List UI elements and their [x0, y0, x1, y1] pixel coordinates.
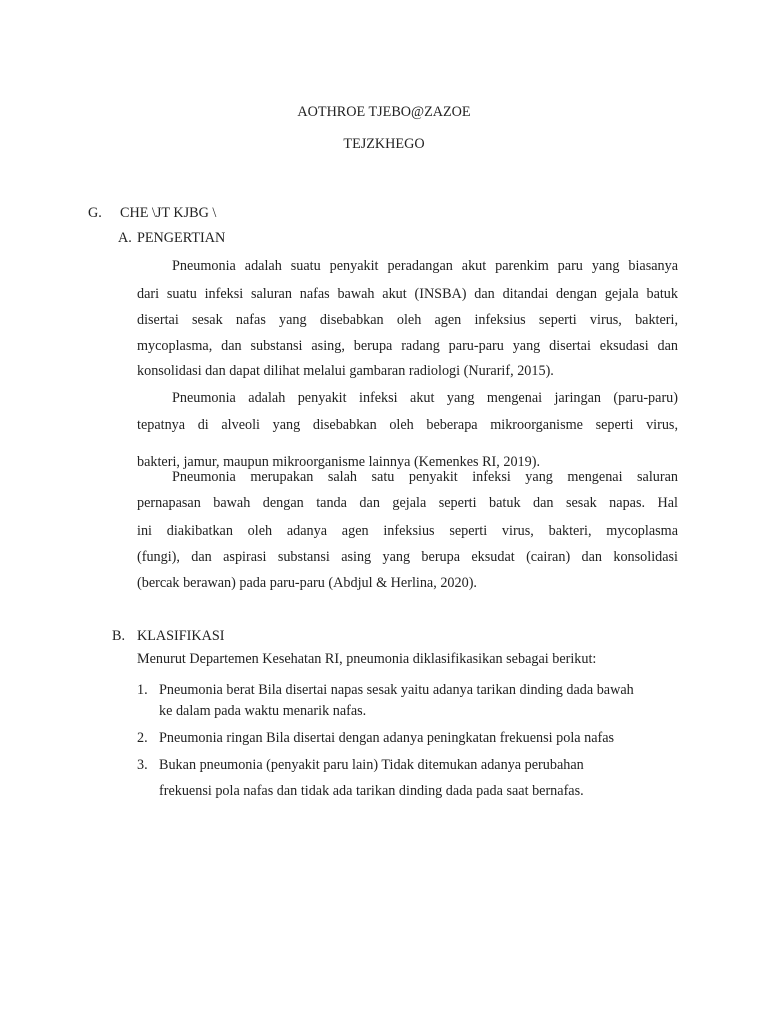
paragraph-line: bakteri, jamur, maupun mikroorganisme lainnya (Kemenkes RI, 2019). [137, 454, 541, 470]
chapter-title: CHE \JT KJBG \ [120, 205, 217, 221]
section-a-letter: A. [118, 230, 132, 246]
document-subtitle: TEJZKHEGO [343, 136, 425, 152]
list-item-line: Pneumonia ringan Bila disertai dengan adanya peningkatan frekuensi pola nafas [159, 730, 615, 746]
section-b-intro: Menurut Departemen Kesehatan RI, pneumonia diklasifikasikan sebagai berikut: [137, 651, 597, 667]
paragraph-line: (fungi), dan aspirasi substansi asing yang berupa eksudat (cairan) dan konsolidasi [137, 549, 678, 565]
section-b-letter: B. [112, 628, 126, 644]
paragraph-line: pernapasan bawah dengan tanda dan gejala seperti batuk dan sesak napas. Hal [137, 495, 678, 511]
paragraph-line: Pneumonia adalah penyakit infeksi akut yang mengenai jaringan (paru-paru) [172, 390, 678, 406]
paragraph-line: tepatnya di alveoli yang disebabkan oleh beberapa mikroorganisme seperti virus, [137, 417, 678, 433]
paragraph-line: Pneumonia adalah suatu penyakit peradangan akut parenkim paru yang biasanya [172, 258, 678, 274]
list-number: 2. [137, 730, 148, 746]
paragraph-line: dari suatu infeksi saluran nafas bawah akut (INSBA) dan ditandai dengan gejala batuk [137, 286, 678, 302]
paragraph-line: disertai sesak nafas yang disebabkan oleh agen infeksius seperti virus, bakteri, [137, 312, 678, 328]
list-number: 1. [137, 682, 148, 698]
paragraph-line: ini diakibatkan oleh adanya agen infeksius seperti virus, bakteri, mycoplasma [137, 523, 678, 539]
list-item-line: ke dalam pada waktu menarik nafas. [159, 703, 367, 719]
paragraph-line: mycoplasma, dan substansi asing, berupa radang paru-paru yang disertai eksudasi dan [137, 338, 678, 354]
paragraph-line: Pneumonia merupakan salah satu penyakit infeksi yang mengenai saluran [172, 469, 678, 485]
section-b-title: KLASIFIKASI [137, 628, 225, 644]
paragraph-line: (bercak berawan) pada paru-paru (Abdjul & Herlina, 2020). [137, 575, 477, 591]
list-item-line: Bukan pneumonia (penyakit paru lain) Tidak ditemukan adanya perubahan [159, 757, 584, 773]
section-a-title: PENGERTIAN [137, 230, 226, 246]
paragraph-line: konsolidasi dan dapat dilihat melalui gambaran radiologi (Nurarif, 2015). [137, 363, 554, 379]
document-title: AOTHROE TJEBO@ZAZOE [297, 104, 471, 120]
list-item-line: frekuensi pola nafas dan tidak ada tarikan dinding dada pada saat bernafas. [159, 783, 584, 799]
chapter-number: G. [88, 205, 102, 221]
list-item-line: Pneumonia berat Bila disertai napas sesak yaitu adanya tarikan dinding dada bawah [159, 682, 634, 698]
list-number: 3. [137, 757, 148, 773]
